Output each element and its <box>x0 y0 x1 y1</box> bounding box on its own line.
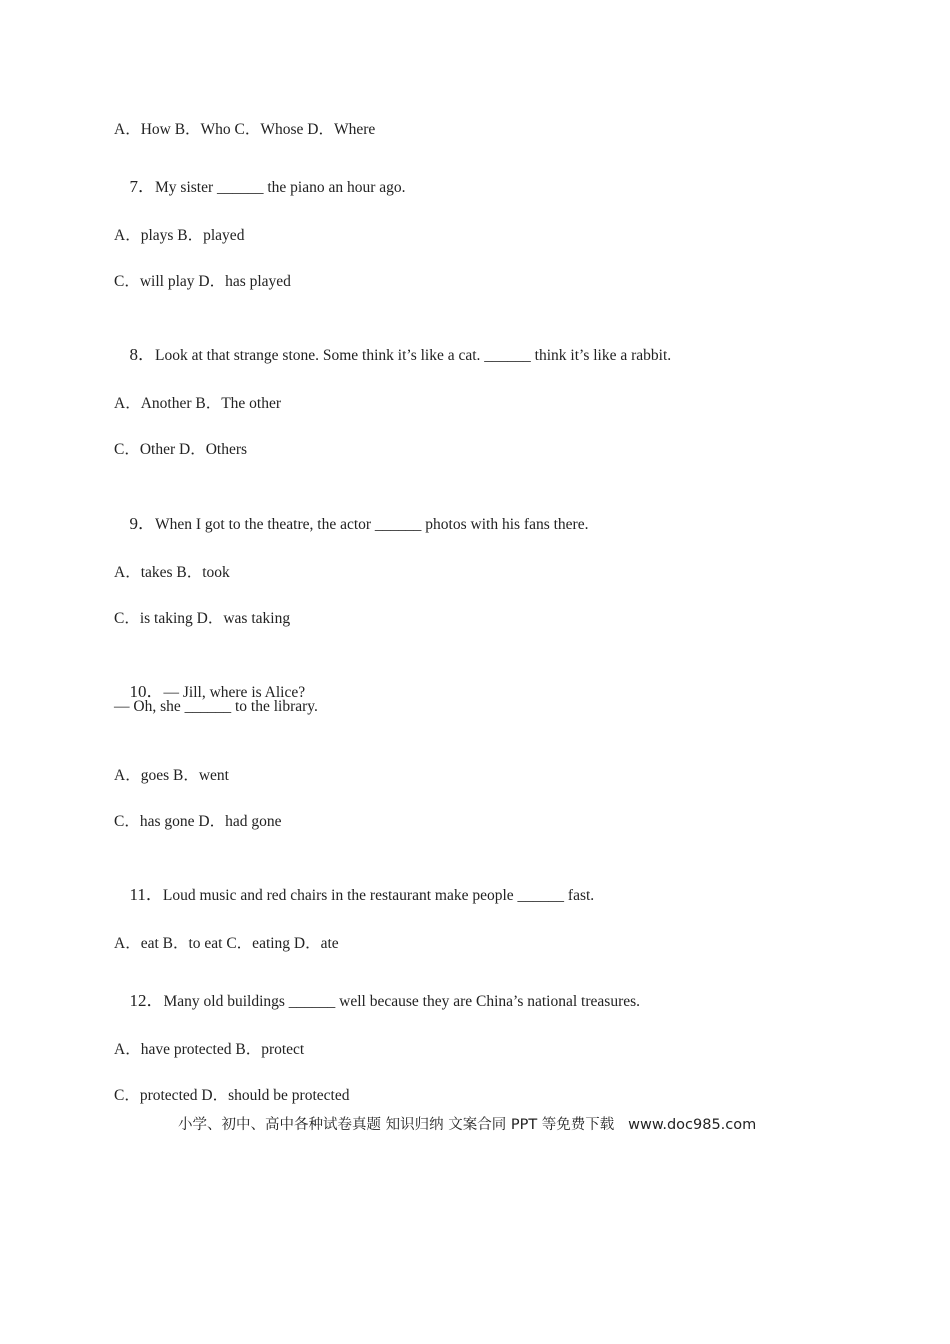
q7-options-cd: C．will play D．has played <box>114 273 291 290</box>
page-footer: 小学、初中、高中各种试卷真题 知识归纳 文案合同 PPT 等免费下载 www.doc985.com <box>178 1117 757 1133</box>
q10-number: 10． <box>129 682 164 701</box>
q8-number: 8． <box>129 345 155 364</box>
q7-stem: My sister ______ the piano an hour ago. <box>155 179 406 196</box>
question-8 <box>114 325 671 386</box>
q7-number: 7． <box>129 177 155 196</box>
question-11 <box>114 865 594 926</box>
q10-stem-line1: — Jill, where is Alice? <box>163 684 306 701</box>
q8-stem: Look at that strange stone. Some think it’s like a cat. ______ think it’s like a rabbit. <box>155 347 672 364</box>
q10-options-cd: C．has gone D．had gone <box>114 813 282 830</box>
q12-options-cd: C．protected D．should be protected <box>114 1087 350 1104</box>
q8-options-cd: C．Other D．Others <box>114 441 248 458</box>
q11-options: A．eat B．to eat C．eating D．ate <box>114 935 339 952</box>
q12-stem: Many old buildings ______ well because they are China’s national treasures. <box>163 993 641 1010</box>
q11-stem: Loud music and red chairs in the restaurant make people ______ fast. <box>162 887 595 904</box>
question-12 <box>114 971 640 1032</box>
q7-options-ab: A．plays B．played <box>114 227 245 244</box>
q11-number: 11． <box>129 885 163 904</box>
q9-options-cd: C．is taking D．was taking <box>114 610 291 627</box>
q10-options-ab: A．goes B．went <box>114 767 229 784</box>
q8-options-ab: A．Another B．The other <box>114 395 282 412</box>
q12-options-ab: A．have protected B．protect <box>114 1041 305 1058</box>
q9-number: 9． <box>129 514 155 533</box>
question-9 <box>114 494 588 555</box>
q6-options: A．How B．Who C．Whose D．Where <box>114 121 376 138</box>
q10-stem-line2: — Oh, she ______ to the library. <box>114 698 318 715</box>
q9-stem: When I got to the theatre, the actor ______ photos with his fans there. <box>155 516 589 533</box>
q9-options-ab: A．takes B．took <box>114 564 230 581</box>
question-7 <box>114 157 406 218</box>
q12-number: 12． <box>129 991 164 1010</box>
